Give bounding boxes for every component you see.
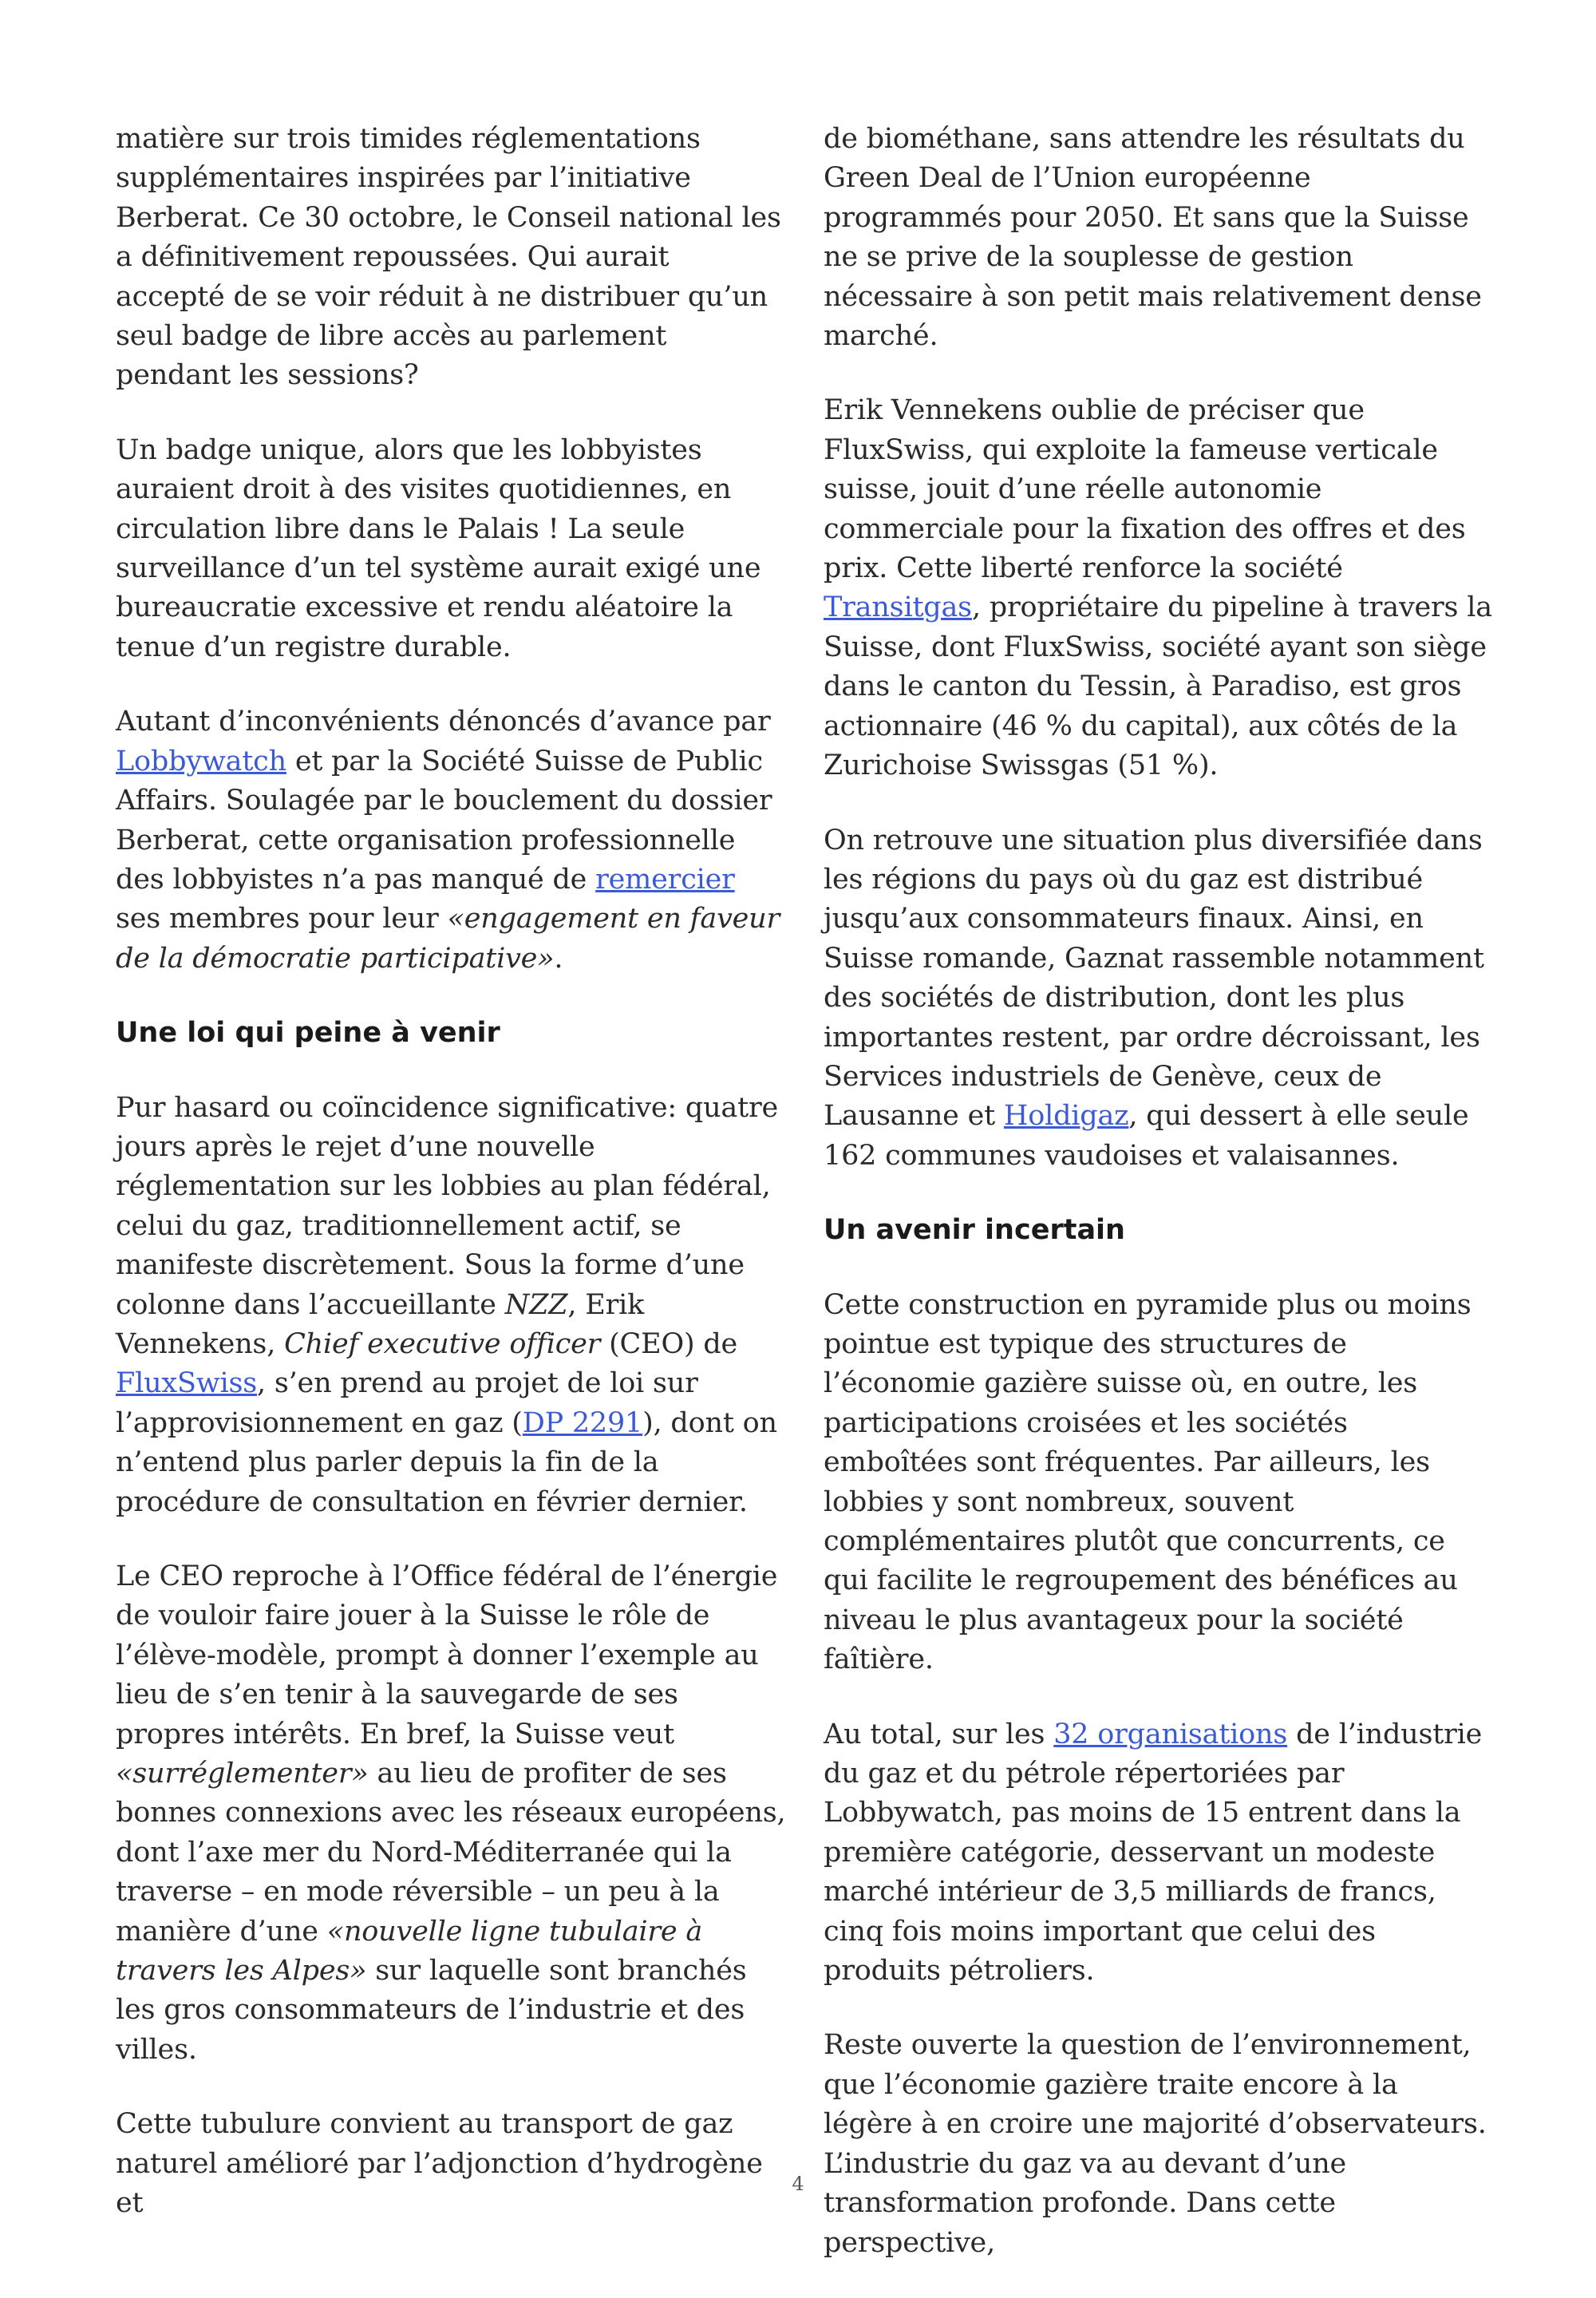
- text-run: , qui dessert à elle seule 162 communes vaudoises et valaisannes.: [824, 1100, 1469, 1172]
- link-fluxswiss[interactable]: FluxSwiss: [116, 1367, 258, 1400]
- link-lobbywatch[interactable]: Lobbywatch: [116, 745, 286, 777]
- link-holdigaz[interactable]: Holdigaz: [1003, 1100, 1129, 1133]
- paragraph: [116, 1557, 786, 2070]
- text-run: , Erik Vennekens,: [116, 1288, 645, 1360]
- paragraph: [824, 821, 1494, 1177]
- text-run: .: [554, 942, 563, 975]
- paragraph: de biométhane, sans attendre les résultats du Green Deal de l’Union européenne programmés pour 2050. Et sans que la Suisse ne se prive de la souplesse de gestion nécessaire à son petit mais relativement dense marché.: [824, 123, 1482, 353]
- left-column: [116, 120, 786, 2259]
- paragraph: Reste ouverte la question de l’environnement, que l’économie gazière traite encore à la légère à en croire une majorité d’observateurs. L’industrie du gaz va au devant d’une transformation profonde. Dans cette perspective,: [824, 2029, 1487, 2259]
- section-heading: Un avenir incertain: [824, 1214, 1125, 1247]
- text-run: sur laquelle sont branchés les gros consommateurs de l’industrie et des villes.: [116, 1955, 747, 2066]
- quote: «engagement en faveur de la démocratie participative»: [116, 903, 780, 975]
- text-run: au lieu de profiter de ses bonnes connexions avec les réseaux européens, dont l’axe mer du Nord-Méditerranée qui la traverse – en mode réversible – un peu à la manière d’une: [116, 1758, 786, 1948]
- text-run: ses membres pour leur: [116, 903, 448, 935]
- link-32-organisations[interactable]: 32 organisations: [1053, 1718, 1288, 1750]
- text-run: Le CEO reproche à l’Office fédéral de l’énergie de vouloir faire jouer à la Suisse le rôle de l’élève-modèle, prompt à donner l’exemple au lieu de s’en tenir à la sauvegarde de ses propres intérêts. En bref, la Suisse veut: [116, 1560, 778, 1750]
- text-run: Au total, sur les: [824, 1718, 1054, 1750]
- paragraph: Un badge unique, alors que les lobbyistes auraient droit à des visites quotidiennes, en circulation libre dans le Palais ! La seule surveillance d’un tel système aurait exigé une bureaucratie excessive et rendu aléatoire la tenue d’un registre durable.: [116, 433, 761, 663]
- text-run: et par la Société Suisse de Public Affairs. Soulagée par le bouclement du dossier Berberat, cette organisation professionnelle des lobbyistes n’a pas manqué de: [116, 745, 772, 896]
- text-run: , propriétaire du pipeline à travers la Suisse, dont FluxSwiss, société ayant son siège dans le canton du Tessin, à Paradiso, est gros actionnaire (46 % du capital), aux côtés de la Zurichoise Swissgas (51 %).: [824, 591, 1492, 782]
- page-number: 4: [792, 2173, 804, 2195]
- paragraph: Cette tubulure convient au transport de gaz naturel amélioré par l’adjonction d’hydrogène et: [116, 2108, 763, 2220]
- paragraph: [824, 1715, 1494, 1991]
- paragraph: [824, 391, 1494, 785]
- text-run: ), dont on n’entend plus parler depuis la fin de la procédure de consultation en février dernier.: [116, 1406, 777, 1518]
- emphasis: NZZ: [504, 1288, 568, 1321]
- paragraph: matière sur trois timides réglementations supplémentaires inspirées par l’initiative Berberat. Ce 30 octobre, le Conseil national les a définitivement repoussées. Qui aurait accepté de se voir réduit à ne distribuer qu’un seul badge de libre accès au parlement pendant les sessions?: [116, 123, 781, 392]
- emphasis: Chief executive officer: [284, 1327, 601, 1360]
- text-run: Pur hasard ou coïncidence significative: quatre jours après le rejet d’une nouvelle réglementation sur les lobbies au plan fédéral, celui du gaz, traditionnellement actif, se manifeste discrètement. Sous la forme d’une colonne dans l’accueillante: [116, 1091, 778, 1321]
- text-run: On retrouve une situation plus diversifiée dans les régions du pays où du gaz est distribué jusqu’aux consommateurs finaux. Ainsi, en Suisse romande, Gaznat rassemble notamment des sociétés de distribution, dont les plus importantes restent, par ordre décroissant, les Services industriels de Genève, ceux de Lausanne et: [824, 824, 1484, 1133]
- right-column: [824, 120, 1494, 2298]
- paragraph: [116, 1089, 786, 1522]
- text-run: , s’en prend au projet de loi sur l’approvisionnement en gaz (: [116, 1367, 698, 1439]
- text-run: Erik Vennekens oublie de préciser que FluxSwiss, qui exploite la fameuse verticale suisse, jouit d’une réelle autonomie commerciale pour la fixation des offres et des prix. Cette liberté renforce la société: [824, 394, 1466, 585]
- quote: «surréglementer»: [116, 1758, 369, 1790]
- link-dp-2291[interactable]: DP 2291: [522, 1406, 643, 1439]
- text-run: Autant d’inconvénients dénoncés d’avance par: [116, 706, 771, 738]
- text-run: (CEO) de: [600, 1327, 738, 1360]
- paragraph: Cette construction en pyramide plus ou moins pointue est typique des structures de l’économie gazière suisse où, en outre, les participations croisées et les sociétés emboîtées sont fréquentes. Par ailleurs, les lobbies y sont nombreux, souvent complémentaires plutôt que concurrents, ce qui facilite le regroupement des bénéfices au niveau le plus avantageux pour la société faîtière.: [824, 1288, 1472, 1676]
- quote: «nouvelle ligne tubulaire à travers les Alpes»: [116, 1915, 703, 1988]
- link-transitgas[interactable]: Transitgas: [824, 591, 972, 624]
- text-run: de l’industrie du gaz et du pétrole répertoriées par Lobbywatch, pas moins de 15 entrent dans la première catégorie, desservant un modeste marché intérieur de 3,5 milliards de francs, cinq fois moins important que celui des produits pétroliers.: [824, 1718, 1483, 1988]
- link-remercier[interactable]: remercier: [595, 863, 735, 896]
- section-heading: Une loi qui peine à venir: [116, 1017, 500, 1050]
- paragraph: [116, 702, 786, 979]
